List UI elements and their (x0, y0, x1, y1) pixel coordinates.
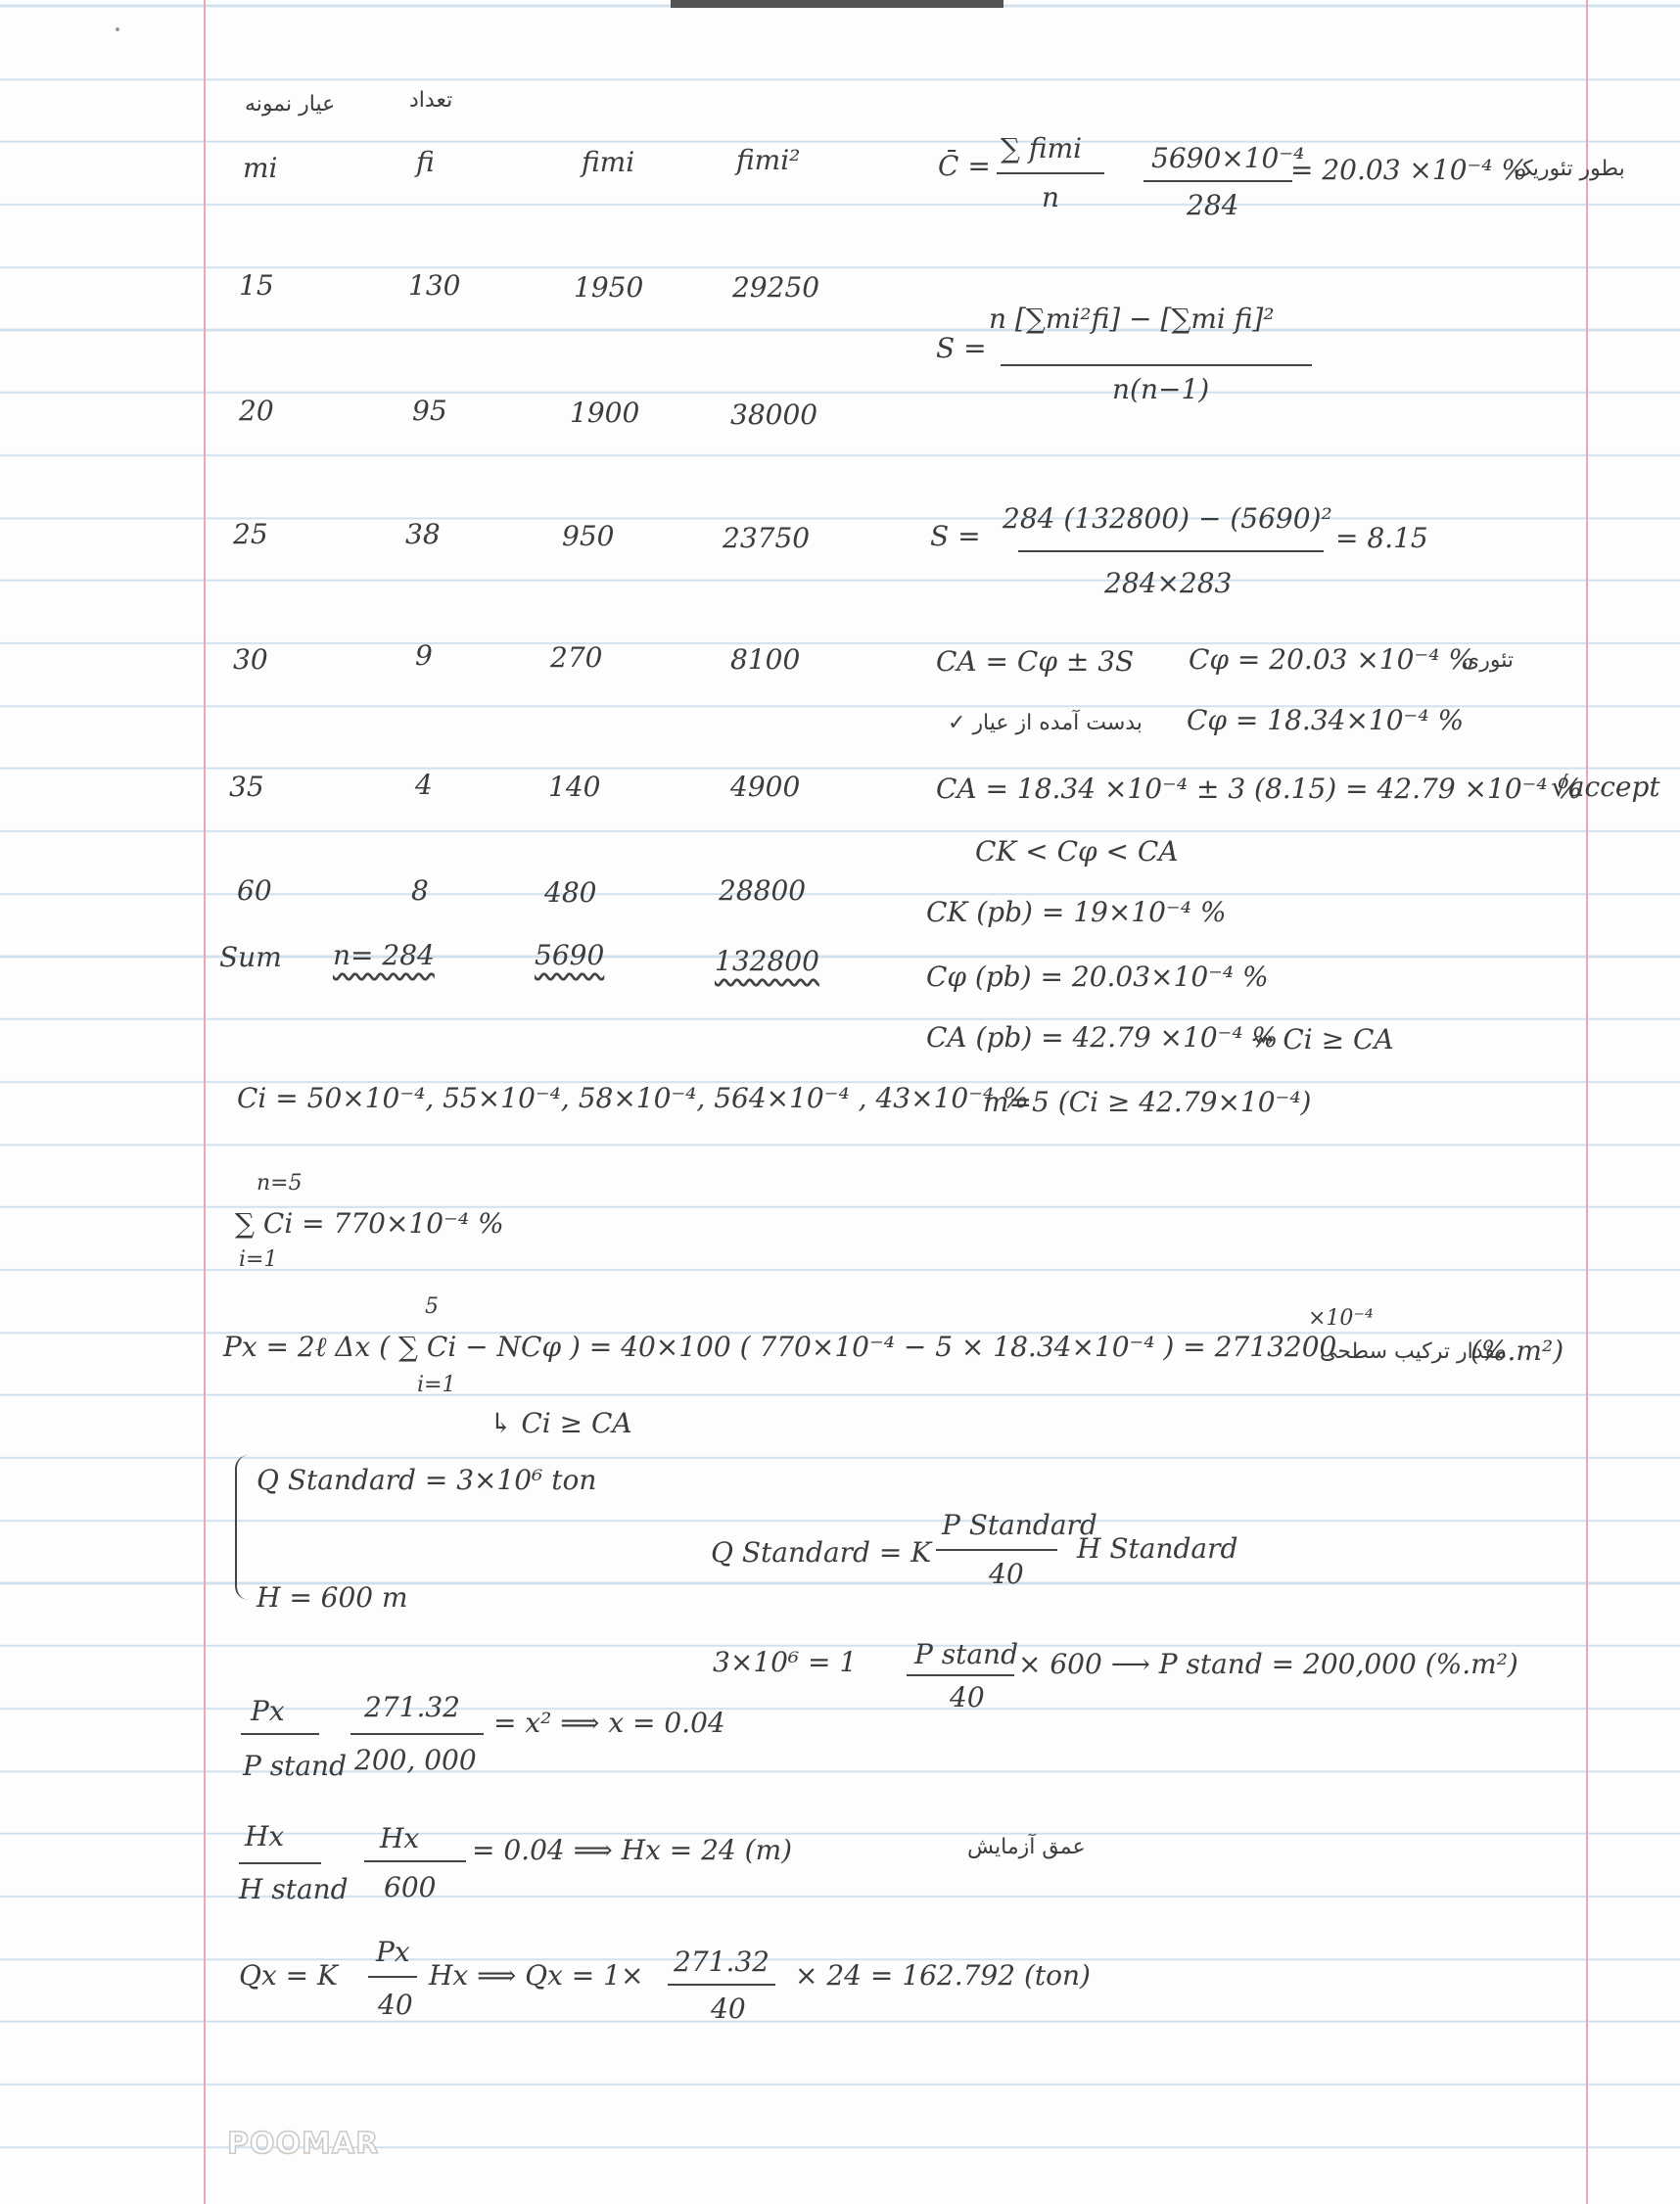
table-cell: 140 (548, 771, 601, 803)
accept-check: √accept (1551, 771, 1660, 803)
ratio-h-num2: Hx (380, 1822, 420, 1854)
ratio-p-den: P stand (243, 1750, 348, 1782)
ratio-p-den2: 200, 000 (354, 1744, 477, 1776)
fraction-bar (997, 172, 1104, 174)
ratio-p-result: = x² ⟹ x = 0.04 (493, 1707, 725, 1739)
table-cell: 1900 (570, 397, 640, 429)
m-count: m=5 (Ci ≥ 42.79×10⁻⁴) (983, 1086, 1312, 1118)
table-cell: 25 (233, 518, 268, 550)
paper-dot (116, 27, 119, 31)
header-fa-m: عیار نمونه (245, 92, 336, 117)
left-margin-line (204, 0, 206, 2204)
mean-den2: 284 (1187, 189, 1239, 221)
fraction-bar (368, 1976, 417, 1978)
mean-den: n (1042, 181, 1060, 213)
px-sum-bottom: i=1 (417, 1373, 456, 1397)
q-formula-lhs: Q Standard = K (711, 1536, 932, 1569)
ratio-h-num: Hx (245, 1820, 285, 1852)
fraction-bar (1001, 364, 1312, 366)
s-value-result: = 8.15 (1335, 522, 1428, 554)
header-fa-f: تعداد (409, 88, 453, 113)
qx-den2: 40 (711, 1993, 746, 2025)
fraction-bar (668, 1984, 775, 1986)
qx-den: 40 (378, 1989, 413, 2021)
sum-ci-top: n=5 (257, 1171, 303, 1196)
fraction-bar (1018, 550, 1324, 552)
table-cell: 28800 (719, 874, 807, 907)
p-calc-rhs: × 600 ⟶ P stand = 200,000 (%.m²) (1018, 1648, 1518, 1680)
mean-note-fa: بطور تئوریک (1514, 157, 1625, 181)
table-cell: 8100 (730, 643, 801, 676)
cphi-pb: Cφ (pb) = 20.03×10⁻⁴ % (926, 961, 1269, 993)
table-cell: 480 (544, 876, 597, 909)
table-cell: 4900 (730, 771, 801, 803)
h-standard: H = 600 m (257, 1581, 408, 1614)
ratio-h-den: H stand (239, 1873, 349, 1905)
mean-num: ∑ fimi (1001, 132, 1083, 164)
table-cell: 30 (233, 643, 268, 676)
q-formula-num: P Standard (942, 1509, 1097, 1541)
table-cell: 130 (408, 269, 461, 302)
sum-n: n= 284 (333, 939, 435, 971)
fraction-bar (1143, 180, 1292, 182)
fraction-bar (350, 1733, 484, 1735)
s-value-den: 284×283 (1104, 567, 1233, 599)
sum-label: Sum (219, 941, 282, 973)
ci-list: Ci = 50×10⁻⁴, 55×10⁻⁴, 58×10⁻⁴, 564×10⁻⁴ , 43×10⁻⁴ % (237, 1082, 1029, 1114)
s-value-lhs: S = (930, 520, 981, 552)
px-ci-arrow: ↳ Ci ≥ CA (490, 1407, 632, 1439)
s-formula-lhs: S = (936, 332, 987, 364)
s-formula-num: n [∑mi²fi] − [∑mi fi]² (989, 303, 1275, 335)
ratio-p-num2: 271.32 (364, 1691, 460, 1723)
qx-mid: Hx ⟹ Qx = 1× (429, 1959, 644, 1992)
mean-lhs: C̄ = (938, 150, 991, 182)
mean-result: = 20.03 ×10⁻⁴ % (1290, 154, 1528, 186)
qx-lhs: Qx = K (239, 1959, 338, 1992)
ca-formula: CA = Cφ ± 3S (936, 645, 1135, 678)
cphi-actual-fa: ✓ بدست آمده از عیار (948, 711, 1143, 735)
fraction-bar (936, 1549, 1057, 1551)
table-cell: 4 (415, 769, 433, 801)
ck-pb: CK (pb) = 19×10⁻⁴ % (926, 896, 1227, 928)
right-margin-line (1586, 0, 1588, 2204)
ca-pb: CA (pb) = 42.79 ×10⁻⁴ % (926, 1021, 1279, 1054)
sum-fimi: 5690 (535, 939, 605, 971)
qx-num2: 271.32 (674, 1946, 770, 1978)
px-sum-top: 5 (425, 1294, 439, 1319)
table-cell: 15 (239, 269, 274, 302)
ck-cphi-ca-inequality: CK < Cφ < CA (975, 835, 1179, 868)
table-cell: 20 (239, 395, 274, 427)
scanner-tab (671, 0, 1003, 8)
fraction-bar (364, 1860, 466, 1862)
table-cell: 38000 (730, 399, 818, 431)
sum-fimi2: 132800 (715, 945, 819, 977)
s-formula-den: n(n−1) (1112, 373, 1210, 405)
sum-ci-bottom: i=1 (239, 1247, 278, 1272)
s-value-num: 284 (132800) − (5690)² (1003, 502, 1332, 535)
px-unit: (%.m²) (1470, 1335, 1564, 1367)
qx-result: × 24 = 162.792 (ton) (795, 1959, 1091, 1992)
fraction-bar (907, 1674, 1014, 1676)
ratio-h-result: = 0.04 ⟹ Hx = 24 (m) (472, 1834, 793, 1866)
cphi-actual: Cφ = 18.34×10⁻⁴ % (1187, 704, 1465, 736)
col-header-fi: fi (416, 146, 435, 178)
cphi-theory-fa: تئوری (1463, 648, 1514, 673)
q-formula-den: 40 (989, 1558, 1024, 1590)
table-cell: 35 (229, 771, 264, 803)
p-calc-num: P stand (914, 1638, 1019, 1670)
p-calc-den: 40 (950, 1681, 985, 1713)
table-cell: 950 (562, 520, 615, 552)
px-fa-label: مقدار ترکیب سطحی (1320, 1339, 1508, 1364)
q-standard: Q Standard = 3×10⁶ ton (257, 1464, 597, 1496)
table-cell: 270 (550, 641, 603, 674)
table-cell: 23750 (723, 522, 811, 554)
col-header-fimi2: fimi² (736, 144, 801, 176)
table-cell: 1950 (574, 271, 644, 304)
depth-fa-label: عمق آزمایش (967, 1835, 1086, 1859)
poomar-watermark: POOMAR (227, 2127, 380, 2161)
q-formula-rhs: H Standard (1077, 1532, 1238, 1565)
table-cell: 38 (405, 518, 441, 550)
system-brace (235, 1455, 251, 1600)
fraction-bar (239, 1862, 321, 1864)
px-equation: Px = 2ℓ Δx ( ∑ Ci − NCφ ) = 40×100 ( 770×10⁻⁴ − 5 × 18.34×10⁻⁴ ) = 2713200 (223, 1331, 1337, 1363)
qx-num: Px (376, 1936, 410, 1968)
ca-pb-arrow: ⇝ Ci ≥ CA (1251, 1023, 1394, 1055)
table-cell: 95 (412, 395, 447, 427)
p-calc-lhs: 3×10⁶ = 1 (713, 1646, 858, 1678)
table-cell: 60 (237, 874, 272, 907)
mean-num2: 5690×10⁻⁴ (1151, 142, 1305, 174)
fraction-bar (241, 1733, 319, 1735)
ca-value: CA = 18.34 ×10⁻⁴ ± 3 (8.15) = 42.79 ×10⁻⁴ % (936, 773, 1583, 805)
col-header-fimi: fimi (582, 146, 635, 178)
cphi-theory: Cφ = 20.03 ×10⁻⁴ % (1189, 643, 1474, 676)
px-exponent: ×10⁻⁴ (1308, 1306, 1374, 1331)
table-cell: 8 (411, 874, 429, 907)
ratio-h-den2: 600 (384, 1871, 437, 1903)
sum-ci: ∑ Ci = 770×10⁻⁴ % (235, 1207, 504, 1240)
col-header-mi: mi (243, 152, 278, 184)
table-cell: 9 (415, 639, 433, 672)
table-cell: 29250 (732, 271, 820, 304)
ratio-p-num: Px (251, 1695, 285, 1727)
